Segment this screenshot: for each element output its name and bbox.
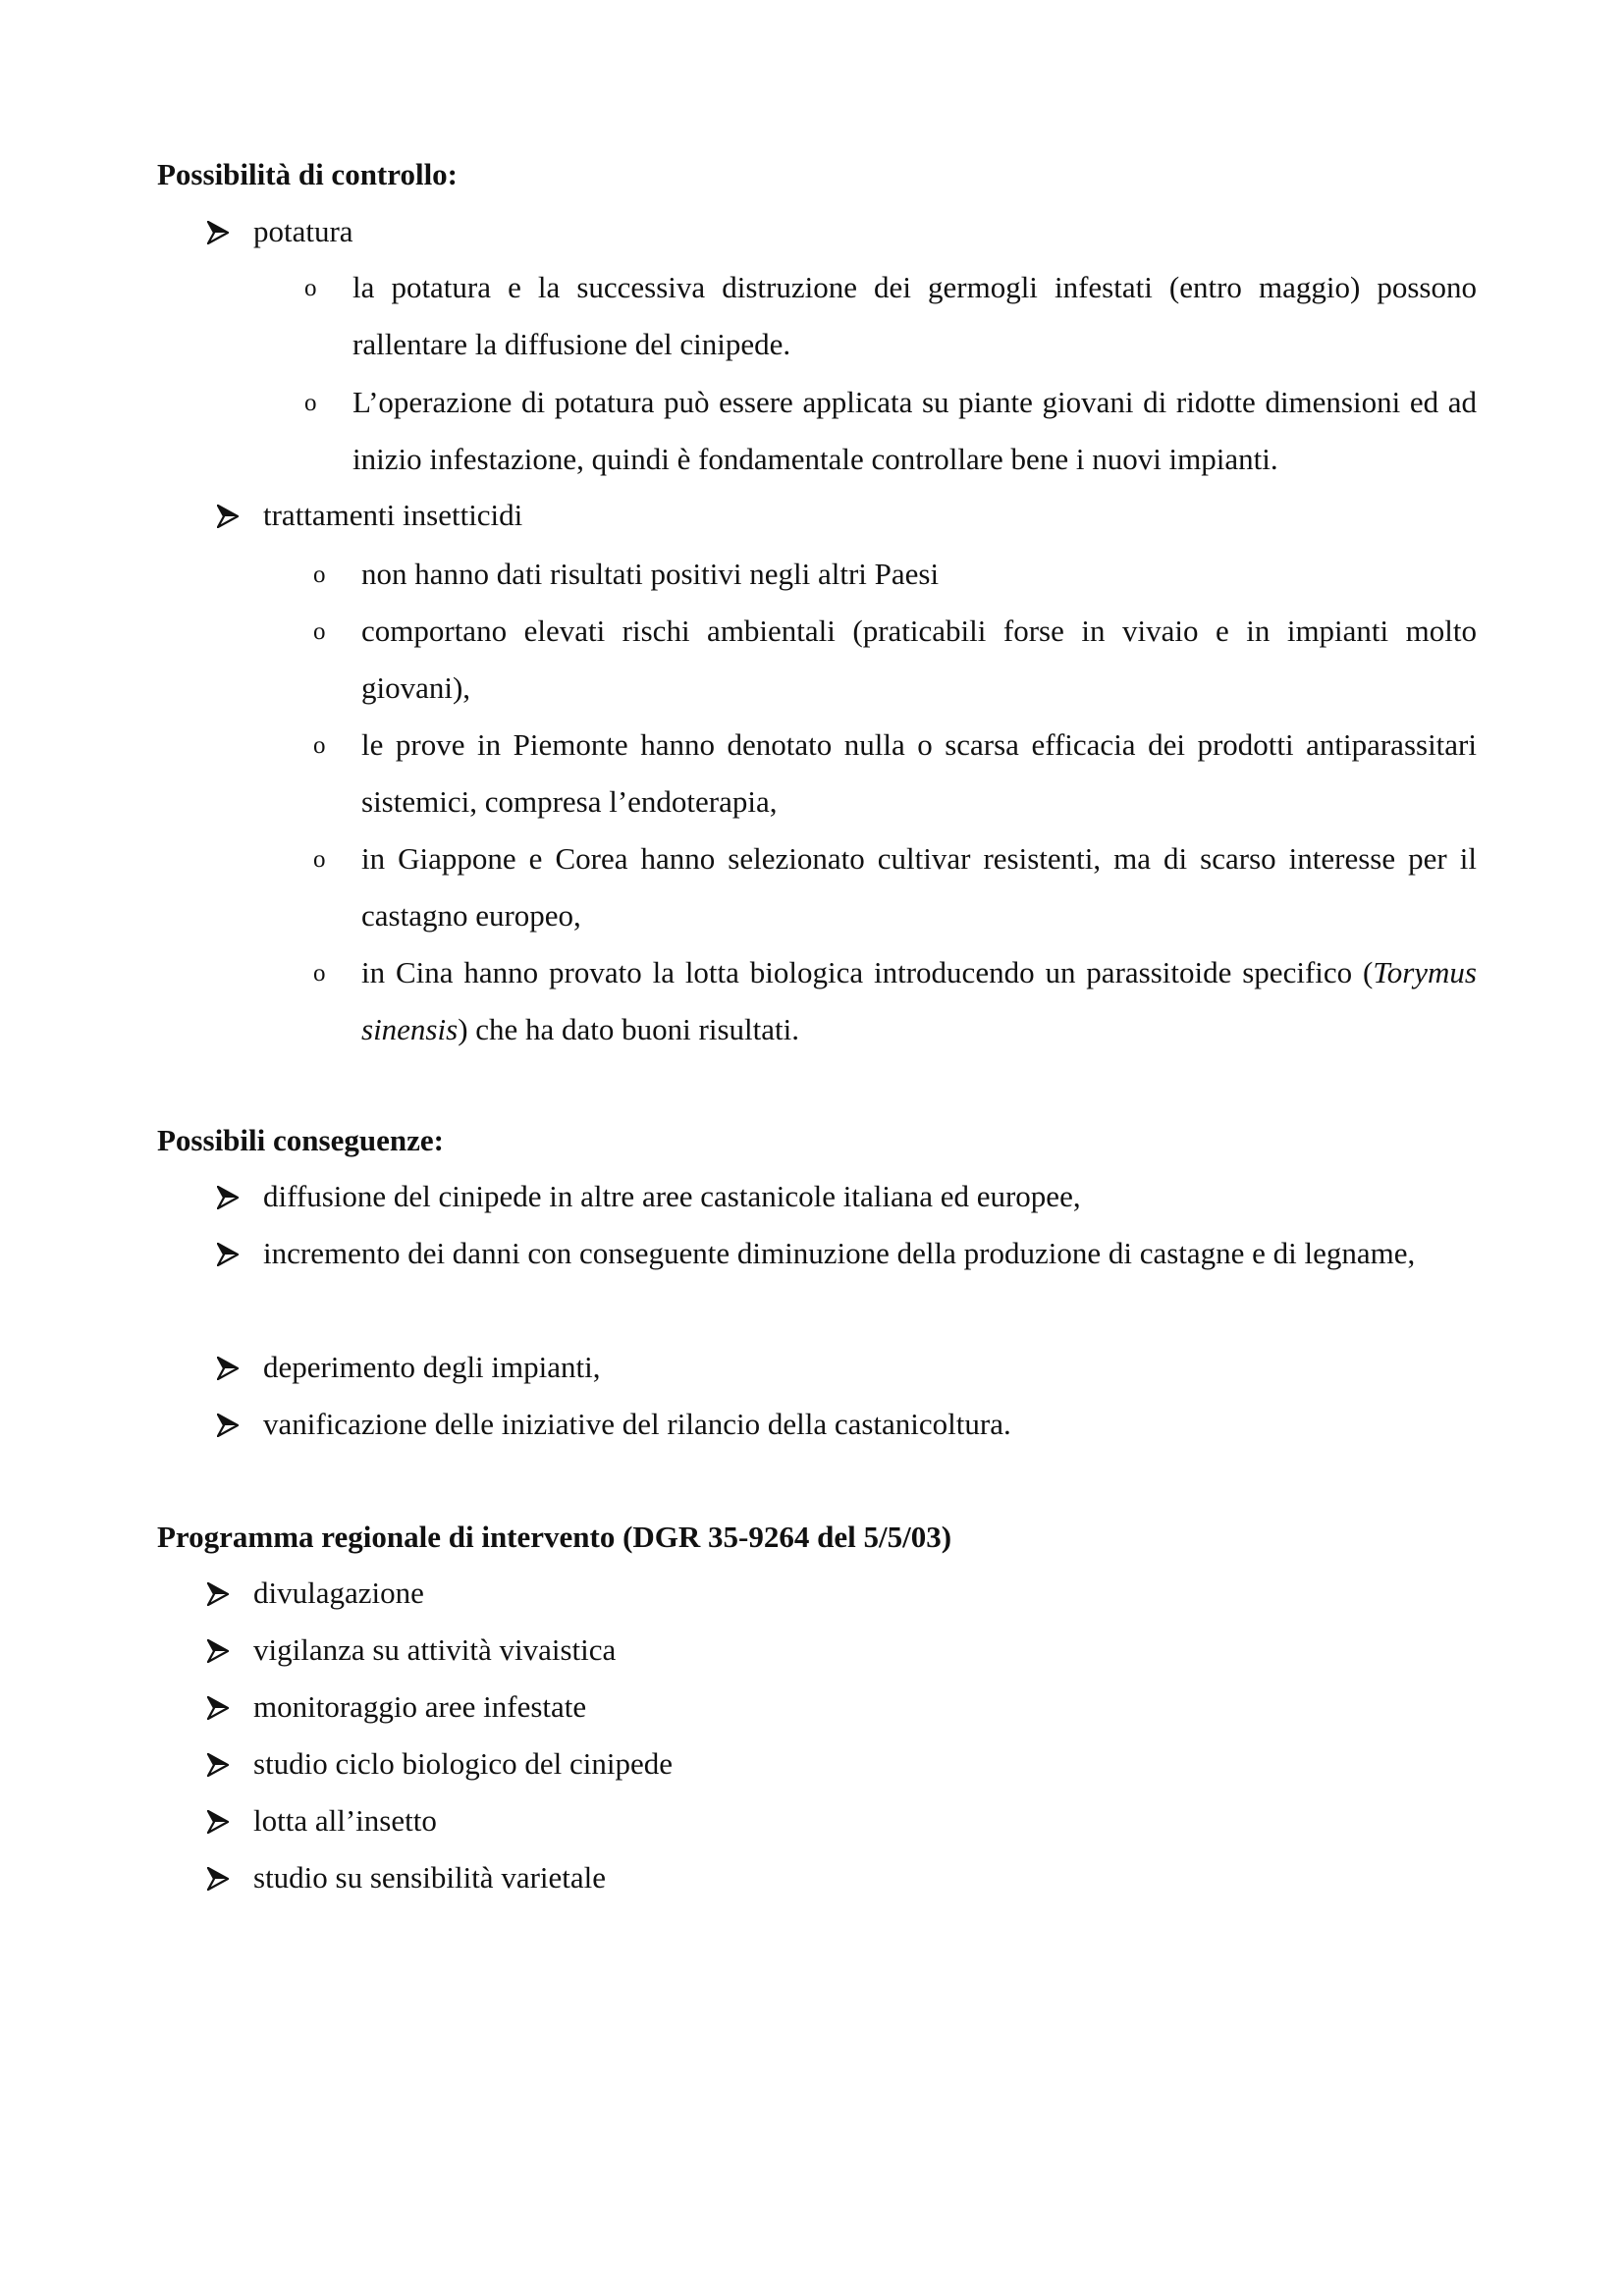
list-subitem: comportano elevati rischi ambientali (praticabili forse in vivaio e in impianti molto giovani), (361, 614, 1477, 705)
arrow-bullet-icon (217, 505, 239, 528)
list-subitem: non hanno dati risultati positivi negli altri Paesi (361, 557, 940, 591)
circle-bullet-icon: o (304, 390, 317, 416)
list-subitem: in Giappone e Corea hanno selezionato cultivar resistenti, ma di scarso interesse per il castagno europeo, (361, 841, 1477, 933)
arrow-bullet-icon (207, 1867, 229, 1891)
arrow-bullet-icon (207, 1582, 229, 1606)
circle-bullet-icon: o (304, 275, 317, 301)
list-item: studio su sensibilità varietale (253, 1860, 607, 1895)
arrow-bullet-icon (207, 1810, 229, 1834)
arrow-bullet-icon (207, 1639, 229, 1663)
arrow-bullet-icon (207, 1696, 229, 1720)
list-subitem: le prove in Piemonte hanno denotato nulla o scarsa efficacia dei prodotti antiparassitari sistemici, compresa l’endoterapia, (361, 727, 1477, 819)
section-heading-program: Programma regionale di intervento (DGR 35-9264 del 5/5/03) (157, 1520, 952, 1554)
circle-bullet-icon: o (313, 846, 326, 873)
list-item: lotta all’insetto (253, 1803, 437, 1838)
list-item: diffusione del cinipede in altre aree castanicole italiana ed europee, (263, 1179, 1081, 1213)
list-item: monitoraggio aree infestate (253, 1689, 587, 1724)
arrow-bullet-icon (217, 1186, 239, 1209)
section-heading-control: Possibilità di controllo: (157, 157, 459, 191)
list-item: vigilanza su attività vivaistica (253, 1632, 617, 1667)
list-item-pruning: potatura (253, 214, 353, 248)
list-subitem-biological (361, 944, 1477, 1058)
circle-bullet-icon: o (313, 960, 326, 987)
circle-bullet-icon: o (313, 618, 326, 645)
arrow-bullet-icon (217, 1357, 239, 1380)
arrow-bullet-icon (207, 1753, 229, 1777)
list-subitem: L’operazione di potatura può essere applicata su piante giovani di ridotte dimensioni ed ad inizio infestazione, quindi è fondamentale controllare bene i nuovi impianti. (352, 385, 1477, 476)
arrow-bullet-icon (207, 221, 229, 244)
list-item: studio ciclo biologico del cinipede (253, 1746, 674, 1781)
circle-bullet-icon: o (313, 561, 326, 588)
list-item: divulagazione (253, 1575, 424, 1610)
list-item: vanificazione delle iniziative del rilancio della castanicoltura. (263, 1407, 1011, 1441)
species-name: Torymus sinensis (361, 955, 1477, 1046)
text-after: ) che ha dato buoni risultati. (458, 1012, 799, 1046)
arrow-bullet-icon (217, 1414, 239, 1437)
list-item-insecticides: trattamenti insetticidi (263, 498, 523, 532)
list-subitem: la potatura e la successiva distruzione dei germogli infestati (entro maggio) possono rallentare la diffusione del cinipede. (352, 270, 1477, 361)
list-item: incremento dei danni con conseguente diminuzione della produzione di castagne e di legname, (263, 1236, 1416, 1270)
text-before: in Cina hanno provato la lotta biologica introducendo un parassitoide specifico ( (361, 955, 1374, 989)
section-heading-consequences: Possibili conseguenze: (157, 1123, 444, 1157)
arrow-bullet-icon (217, 1243, 239, 1266)
circle-bullet-icon: o (313, 732, 326, 759)
list-item: deperimento degli impianti, (263, 1350, 601, 1384)
